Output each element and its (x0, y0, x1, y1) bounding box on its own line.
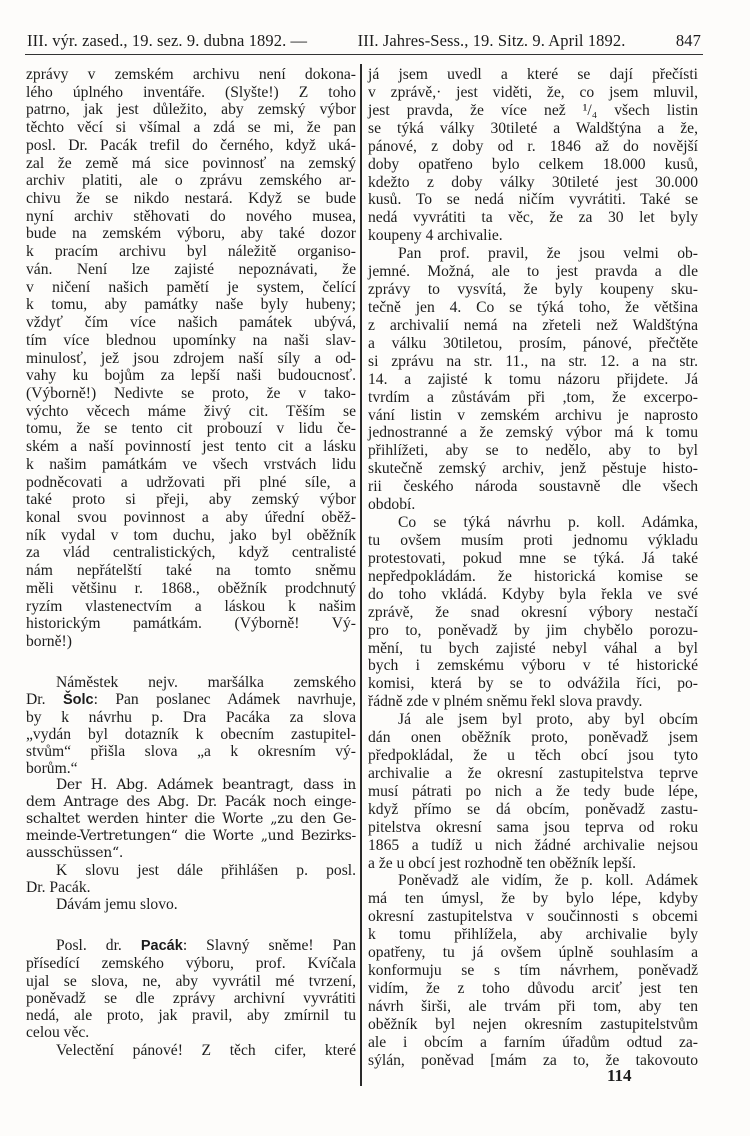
text-line (26, 937, 356, 955)
text-line: ník vydal v tom duchu, jako byl oběžník (26, 526, 356, 544)
left-column-speech-continuation (26, 66, 356, 651)
text-line: ujal se slova, ne, aby vyvrátil mé tvrzení, (26, 972, 356, 990)
text-line: se týká války 30tileté a Waldštýna a že, (368, 119, 698, 137)
text-line: archiv platiti, ale o zprávu zemského ar- (26, 172, 356, 190)
text-line: musí pátrati po nich a že tedy bude lépe, (368, 782, 698, 800)
text-line: 1865 a tudíž u nich žádné archivalie nejsou (368, 836, 698, 854)
text-line: a že u obcí jest rozhodně ten oběžník lepší. (368, 854, 637, 872)
text-line: sýlán, poněvad [mám za to, že takovouto (368, 1051, 698, 1069)
text-line: Co se týká návrhu p. koll. Adámka, (398, 514, 698, 532)
text-line: z archivalií nemá na zřeteli než Waldštýna (368, 316, 698, 334)
text-line: schaltet werden hinter die Worte „zu den Ge- (26, 811, 356, 827)
text-line: zal že země má sice povinnosť na zemský (26, 154, 356, 172)
text-line: vahy ku bojům za lepší naši budoucnosť. (26, 367, 356, 385)
paragraph (26, 896, 356, 913)
text-line: patrno, jak jest důležito, aby zemský výbor (26, 101, 356, 119)
paragraph (368, 514, 698, 711)
text-line: bude na zemském výboru, aby také dozor (26, 225, 356, 243)
left-column-pacak-speech (26, 937, 356, 1059)
text-line: Poněvadž ale vidím, že p. koll. Adámek (398, 872, 698, 890)
text-line: přísedící zemského výboru, prof. Kvíčala (26, 955, 356, 973)
text-line: nedá vyvrátiti ta věc, že za 30 let byly (368, 209, 698, 227)
text-line: tvrdím a zůstávám při ,tom, že excerpo- (368, 388, 698, 406)
text-line: zprávy to vysvítá, že byly koupeny sku- (368, 281, 698, 299)
right-column-text (368, 66, 698, 1070)
text-line: Der H. Abg. Adámek beantragt, dass in (56, 777, 356, 793)
text-line: celou věc. (26, 1024, 90, 1042)
paragraph (368, 245, 698, 514)
text-line: měli většinu r. 1868., oběžník prodchnutý (26, 579, 356, 597)
text-line: stvům“ přišla slova „a k okresním vý- (26, 743, 356, 760)
paragraph (368, 872, 698, 1069)
text-line: dán onen oběžník proto, poněvadž jsem (368, 729, 698, 747)
text-line: historickým památkám. (Výborně! Vý- (26, 615, 356, 633)
text-line: výchto věcech máme živý cit. Těším se (26, 402, 356, 420)
text-line: lého úplného inventáře. (Slyšte!) Z toho (26, 83, 356, 101)
text-line: dem Antrage des Abg. Dr. Pacák noch einge- (26, 794, 356, 810)
text-line: konformuju se s tím návrhem, poněvadž (368, 962, 698, 980)
paragraph (26, 66, 356, 651)
text-line: 14. a zajisté k tomu názoru přijdete. Já (368, 370, 698, 388)
text-line: K slovu jest dále přihlášen p. posl. (56, 862, 356, 879)
text-line: k tomu, aby památky naše byly hubeny; (26, 296, 356, 314)
text-line: tomu, že se tento cit probouzí v lidu če- (26, 420, 356, 438)
text-line: meinde-Vertretungen“ die Worte „und Bezirks- (26, 828, 356, 844)
text-line: v ničení našich pamětí je system, čelící (26, 278, 356, 296)
text-line: vždyť čím více našich památek ubývá, (26, 314, 356, 332)
text-line: nám nepřátelští také na tomto sněmu (26, 562, 356, 580)
left-column-chair-statement (26, 674, 356, 913)
text-line: pitelstva okresní sama jsou teprva od roku (368, 818, 698, 836)
text-line: nedá, ale proto, jak pravil, aby zmírnil tu (26, 1007, 356, 1025)
text-line: pánové, z doby od r. 1846 až do novější (368, 137, 698, 155)
text-segment: Dr. (26, 691, 63, 708)
text-line: bych i zemskému výboru v té historické (368, 657, 698, 675)
text-line: Náměstek nejv. maršálka zemského (56, 674, 356, 691)
text-line: Dr. Pacák. (26, 879, 91, 896)
speaker-name: Šolc (62, 692, 94, 708)
text-line: skutečně zemský archiv, jenž pěstuje histo- (368, 460, 698, 478)
text-line: já jsem uvedl a které se dají přečísti (368, 66, 698, 83)
text-line: mění, tu bych zajisté nebyl váhal a byl (368, 639, 698, 657)
text-line: těchto věcí si všímal a zdá se mi, že pan (26, 119, 356, 137)
text-line: a válku 30tiletou, prosím, pánové, přečtěte (368, 334, 698, 352)
text-line: archivalie a že okresní zastupitelstva teprve (368, 764, 698, 782)
text-line: doby opatřeno bylo celkem 18.000 kusů, (368, 155, 698, 173)
text-line: ván. Není lze zajisté nepoznávati, že (26, 260, 356, 278)
text-line: období. (368, 496, 416, 514)
text-line: Pan prof. pravil, že jsou velmi ob- (398, 245, 698, 263)
text-line: vidím, že z toho důvodu arciť jest ten (368, 980, 698, 998)
paragraph (26, 937, 356, 1042)
text-line: ryzím vlastenectvím a láskou k našim (26, 597, 356, 615)
text-line: k tomu přihlížela, aby archivalie byly (368, 926, 698, 944)
text-line: přihlížeti, aby se to nedělo, aby to byl (368, 442, 698, 460)
text-line: ském a naší povinností jest tento cit a lásku (26, 438, 356, 456)
text-line: jednostranné a že zemský výbor má k tomu (368, 424, 698, 442)
text-segment: : Pan poslanec Adámek navrhuje, (93, 691, 357, 708)
text-line: by k návrhu p. Dra Pacáka za slova (26, 709, 356, 726)
text-line: ausschüssen“. (26, 845, 123, 861)
text-line: vání listin v zemském archivu je naprosto (368, 406, 698, 424)
speaker-name: Pacák (140, 938, 183, 954)
paragraph (368, 711, 698, 872)
text-line: zprávě, že snad okresní výbory nestačí (368, 603, 698, 621)
text-line (26, 691, 356, 709)
text-line: borně!) (26, 633, 72, 650)
header-czech: III. výr. zased., 19. sez. 9. dubna 1892. — (27, 31, 308, 50)
header-page-number: 847 (675, 31, 701, 50)
text-line: minulosť, jež jsou zdrojem naší síly a od- (26, 349, 356, 367)
text-line: v zprávě,· jest viděti, že, co jsem mluvil, (368, 83, 698, 101)
text-line: má ten úmysl, že by bylo lépe, kdyby (368, 890, 698, 908)
text-line: posl. Dr. Pacák trefil do černého, když uká- (26, 136, 356, 154)
text-line: když přímo se dá obcím, poněvadž zastu- (368, 800, 698, 818)
text-line: protestovati, pokud mne se týká. Já také (368, 549, 698, 567)
text-line: podněcovati a udržovati při plné síle, a (26, 473, 356, 491)
text-line: předpokládal, že u těch obcí jsou tyto (368, 747, 698, 765)
running-header (27, 31, 701, 53)
text-line: jemné. Možná, ale to jest pravda a dle (368, 263, 698, 281)
text-line: borům.“ (26, 760, 78, 777)
text-line: chivu že se nikdo nestará. Když se bude (26, 190, 356, 208)
text-line: kdežto z doby války 30tileté jest 30.000 (368, 173, 698, 191)
text-line: kusů. To se nedá ničím vyvrátiti. Také se (368, 191, 698, 209)
text-line: okresní zastupitelstva v součinnosti s obcemi (368, 908, 698, 926)
text-line: ale i obcím a farním úřadům odtud za- (368, 1033, 698, 1051)
text-line: pro to, poněvadž by jim chybělo porozu- (368, 621, 698, 639)
paragraph (26, 862, 356, 896)
header-german: III. Jahres-Sess., 19. Sitz. 9. April 1892. (357, 31, 626, 50)
paragraph (26, 1042, 356, 1059)
text-line: do toho vkládá. Kdyby byla řekla ve své (368, 585, 698, 603)
paragraph (26, 777, 356, 862)
text-line: také proto si přeji, aby zemský výbor (26, 491, 356, 509)
text-line: si zprávu na str. 11., na str. 12. a na str. (368, 352, 698, 370)
text-line: Velectění pánové! Z těch cifer, které (56, 1041, 356, 1059)
text-line: konal svou povinnost a aby úřední oběž- (26, 508, 356, 526)
text-line: oběžník byl nejen okresním zastupitelstvům (368, 1015, 698, 1033)
text-line: Já ale jsem byl proto, aby byl obcím (398, 711, 698, 729)
text-line: tím více blednou upomínky na naši slav- (26, 331, 356, 349)
text-line: zprávy v zemském archivu není dokona- (26, 66, 356, 83)
text-line: poněvadž se dle zprávy archivní vyvrátiti (26, 989, 356, 1007)
text-line: jest pravda, že více než ¹/₄ všech listin (368, 101, 698, 119)
text-line: nyní archiv stěhovati do nového musea, (26, 207, 356, 225)
sheet-number: 114 (607, 1066, 632, 1085)
text-line: řádně zde v plném sněmu řekl slova pravdy. (368, 693, 643, 711)
text-segment: : Slavný sněme! Pan (182, 937, 356, 954)
text-line: Dávám jemu slovo. (56, 896, 178, 913)
text-line: koupeny 4 archivalie. (368, 227, 503, 245)
text-line: rii českého národa soustavně dle všech (368, 478, 698, 496)
paragraph (26, 674, 356, 777)
text-line: „vydán byl dotazník k obecním zastupitel- (26, 726, 356, 743)
text-segment: Posl. dr. (56, 937, 141, 954)
text-line: k našim památkám ve všech vrstvách lidu (26, 455, 356, 473)
text-line: (Výborně!) Nedivte se proto, že v tako- (26, 384, 356, 402)
text-line: tečně jen 4. Co se týká toho, že většina (368, 298, 698, 316)
text-line: tu ovšem musím proti jednomu výkladu (368, 531, 698, 549)
paragraph (368, 66, 698, 245)
text-line: komisi, která by se to odvážila říci, po- (368, 675, 698, 693)
column-divider (360, 64, 362, 1086)
text-line: opatřeny, tu já ovšem úplně souhlasím a (368, 944, 698, 962)
text-line: návrh širši, ale trvám při tom, aby ten (368, 997, 698, 1015)
header-rule (25, 54, 703, 55)
text-line: k pracím archivu byl náležitě organiso- (26, 243, 356, 261)
text-line: za vlád centralistických, když centralisté (26, 544, 356, 562)
text-line: nepředpokládám. že historická komise se (368, 567, 698, 585)
